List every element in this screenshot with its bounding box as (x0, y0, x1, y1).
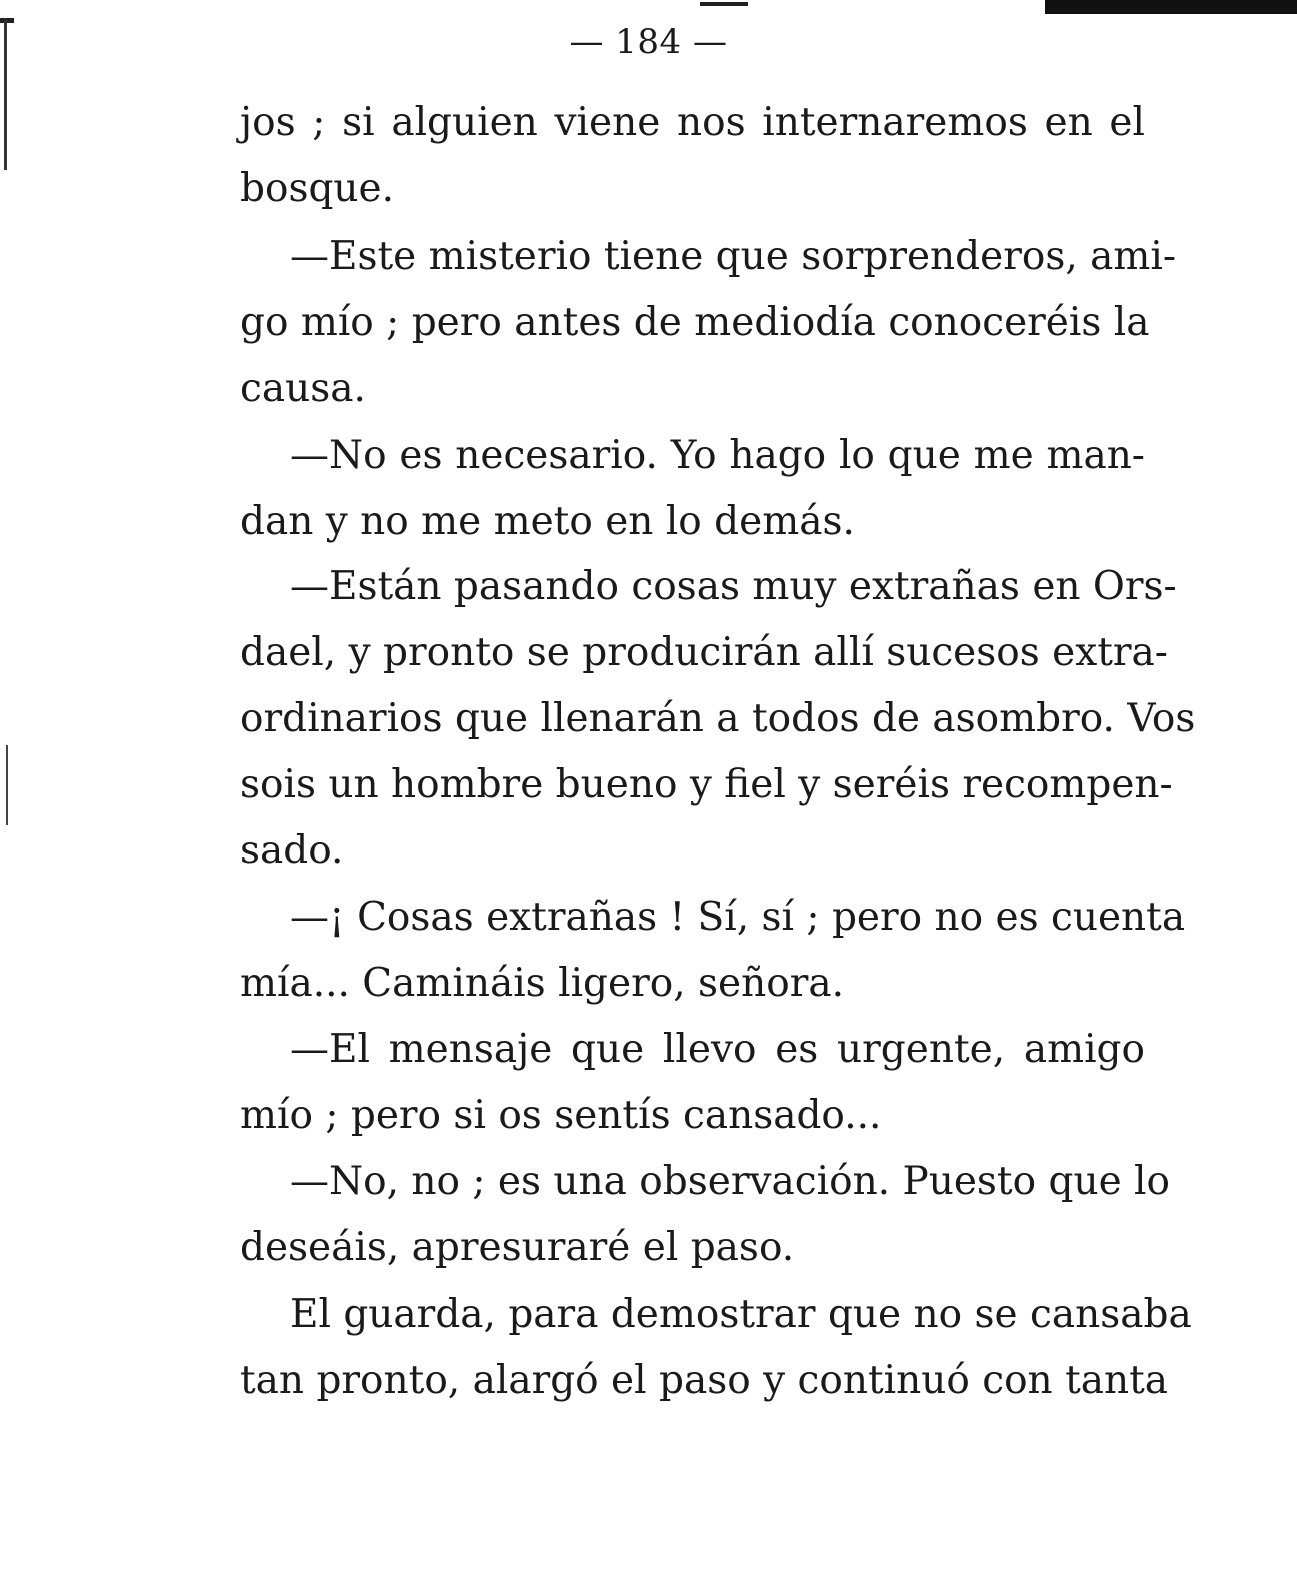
text-line: El guarda, para demostrar que no se cansaba (290, 1292, 1192, 1337)
text-line: —¡ Cosas extrañas ! Sí, sí ; pero no es cuenta (290, 895, 1186, 940)
scan-edge-mark (6, 745, 8, 825)
text-line: ordinarios que llenarán a todos de asombro. Vos (240, 696, 1196, 741)
text-line: dan y no me meto en lo demás. (240, 499, 855, 544)
text-line: dael, y pronto se producirán allí sucesos extra- (240, 630, 1168, 675)
scan-edge-mark (700, 2, 748, 6)
text-line: —Este misterio tiene que sorprenderos, ami- (290, 234, 1177, 279)
text-line: —El mensaje que llevo es urgente, amigo (290, 1027, 1145, 1072)
text-line: deseáis, apresuraré el paso. (240, 1225, 795, 1270)
text-line: causa. (240, 366, 366, 411)
scan-edge-mark (1045, 0, 1297, 14)
text-line: bosque. (240, 166, 395, 211)
page-number: — 184 — (569, 22, 728, 62)
text-line: tan pronto, alargó el paso y continuó con tanta (240, 1358, 1169, 1403)
text-line: mía... Camináis ligero, señora. (240, 961, 844, 1006)
text-line: mío ; pero si os sentís cansado... (240, 1093, 882, 1138)
text-line: go mío ; pero antes de mediodía conoceréis la (240, 300, 1150, 345)
text-line: sado. (240, 828, 344, 873)
text-line: —No, no ; es una observación. Puesto que lo (290, 1159, 1170, 1204)
text-line: jos ; si alguien viene nos internaremos en el (240, 100, 1145, 145)
text-line: sois un hombre bueno y fiel y seréis recompen- (240, 762, 1173, 807)
text-line: —No es necesario. Yo hago lo que me man- (290, 433, 1145, 478)
text-line: —Están pasando cosas muy extrañas en Ors- (290, 564, 1177, 609)
